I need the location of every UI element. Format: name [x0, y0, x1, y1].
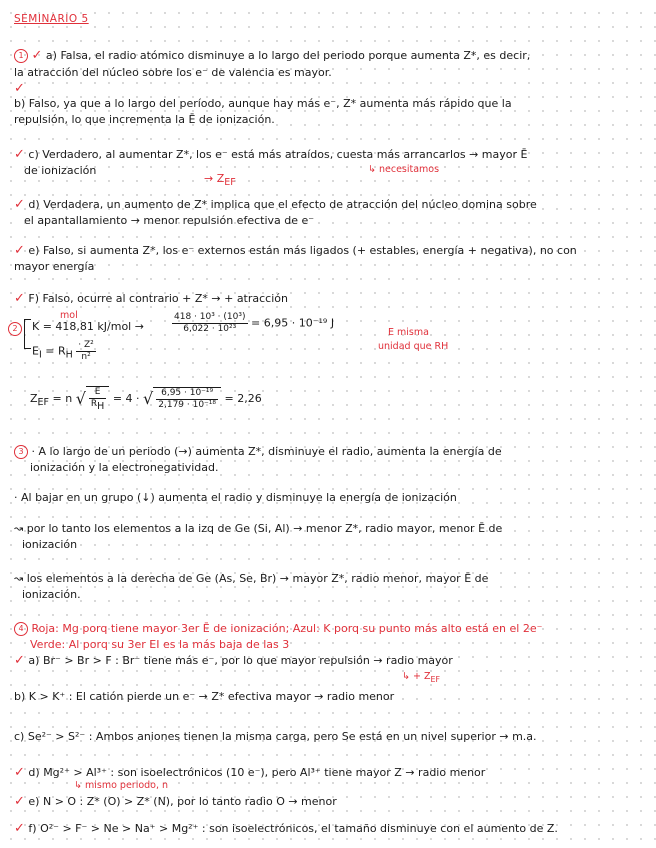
- q2-zef-frac-num: E: [89, 387, 106, 399]
- q4-b-text: K > K⁺ : El catión pierde un e⁻ → Z* efectiva mayor → radio menor: [28, 690, 395, 703]
- q2-ei-frac-num: · Z²: [78, 340, 94, 350]
- q2-zef-frac-den: R: [90, 399, 98, 409]
- q4-d-note: ↳ mismo periodo, n: [74, 780, 169, 791]
- red-checkmark-icon: ✓: [14, 147, 25, 162]
- q1-f-marker: F): [28, 292, 40, 305]
- q1-e-marker: e): [28, 244, 40, 257]
- q4-e-line: ✓ e) N > O : Z* (O) > Z* (N), por lo tanto radio O → menor: [14, 794, 337, 809]
- q2-k-line: K = 418,81 kJ/mol →: [32, 320, 144, 333]
- q3-p3b: ionización: [22, 538, 78, 551]
- q2-mw-note: mol: [60, 310, 78, 321]
- q4-f-text: O²⁻ > F⁻ > Ne > Na⁺ > Mg²⁺ : son isoelectrónicos, el tamaño disminuye con el aumento de Z.: [40, 822, 558, 835]
- q1-a-marker: a): [45, 49, 57, 62]
- q1-c-marker: c): [28, 148, 39, 161]
- q4-red-text-1: Roja: Mg porq tiene mayor 3er Ē de ionización; Azul: K porq su punto más alto está en el 2e⁻: [31, 622, 543, 635]
- q1-f-text: Falso, ocurre al contrario + Z* → + atracción: [42, 292, 288, 305]
- red-checkmark-icon: ✓: [31, 48, 43, 63]
- red-checkmark-icon: ✓: [14, 291, 25, 306]
- q2-k-frac-den: 6,022 · 10²³: [183, 324, 237, 334]
- q4-a-line: ✓ a) Br⁻ > Br > F : Br⁻ tiene más e⁻, por lo que mayor repulsión → radio mayor: [14, 653, 453, 668]
- q1-c-line: [14, 148, 527, 162]
- q2-ei-line: $E_I = R_H$ $\frac{\text{· Z²}}{\text{n²}}$: [32, 340, 94, 362]
- q1-c-note-necesitamos: ↳ necesitamos: [368, 164, 440, 175]
- q2-note-1: E misma: [388, 327, 429, 338]
- q1-a-text: Falsa, el radio atómico disminuye a lo largo del periodo porque aumenta Z*, es decir,: [60, 49, 531, 62]
- red-checkmark-icon: ✓: [14, 765, 25, 780]
- q2-brace: [24, 319, 31, 349]
- q1-e-line: [14, 244, 577, 258]
- q1-e-text-2: mayor energía: [14, 260, 95, 273]
- q3-p4b: ionización.: [22, 588, 81, 601]
- q1-b-line: [14, 97, 512, 111]
- q1-d-marker: d): [28, 198, 40, 211]
- q2-zef-result: = 2,26: [224, 391, 262, 405]
- q3-p2: · Al bajar en un grupo (↓) aumenta el radio y disminuye la energía de ionización: [14, 491, 457, 504]
- q1-a-text-2: la atracción del núcleo sobre los e⁻ de valencia es mayor.: [14, 66, 332, 79]
- question-number-1: 1: [14, 49, 28, 63]
- q2-k-result: = 6,95 · 10⁻¹⁹ J: [251, 316, 335, 330]
- question-number-4: 4: [14, 622, 28, 636]
- q2-note-2: unidad que RH: [378, 341, 449, 352]
- q1-b-text-2: repulsión, lo que incrementa la Ē de ionización.: [14, 113, 275, 126]
- q3-p1b: ionización y la electronegatividad.: [30, 461, 219, 474]
- q3-p3: ↝ por lo tanto los elementos a la izq de Ge (Si, Al) → menor Z*, radio mayor, menor Ē de: [14, 522, 503, 535]
- q4-a-text: Br⁻ > Br > F : Br⁻ tiene más e⁻, por lo que mayor repulsión → radio mayor: [42, 654, 453, 667]
- q2-zef-line: $Z_{EF} = n$ √ $\frac{E}{R_H}$ = 4 · √ $\frac{\text{6,95 · 10⁻¹⁹}}{\text{2,179 · 10⁻¹⁸}}$ = 2,26: [30, 387, 262, 412]
- question-number-3: 3: [14, 445, 28, 459]
- q4-c-text: Se²⁻ > S²⁻ : Ambos aniones tienen la misma carga, pero Se está en un nivel superior → m.a.: [27, 730, 537, 743]
- red-checkmark-icon: ✓: [14, 821, 25, 836]
- q4-f-line: ✓ f) O²⁻ > F⁻ > Ne > Na⁺ > Mg²⁺ : son isoelectrónicos, el tamaño disminuye con el aumento de Z.: [14, 821, 558, 836]
- question-number-2: 2: [8, 322, 22, 336]
- q1-b-text: Falso, ya que a lo largo del período, aunque hay más e⁻, Z* aumenta más rápido que la: [28, 97, 512, 110]
- q1-a-line: [14, 49, 530, 63]
- red-checkmark-icon: ✓: [14, 243, 25, 258]
- q4-b-line: b) K > K⁺ : El catión pierde un e⁻ → Z* efectiva mayor → radio menor: [14, 690, 395, 703]
- q2-k-fraction: [172, 312, 334, 335]
- red-checkmark-icon: ✓: [14, 81, 25, 96]
- red-checkmark-icon: ✓: [14, 653, 25, 668]
- q1-c-note-zef: → $Z_{EF}$: [204, 172, 236, 189]
- q3-p1: · A lo largo de un periodo (→) aumenta Z*, disminuye el radio, aumenta la energía de: [31, 445, 502, 458]
- q4-e-text: N > O : Z* (O) > Z* (N), por lo tanto radio O → menor: [42, 795, 337, 808]
- q1-e-text: Falso, si aumenta Z*, los e⁻ externos están más ligados (+ estables, energía + negativa), no con: [42, 244, 577, 257]
- q4-a-note: ↳ + $Z_{EF}$: [402, 671, 441, 684]
- q2-k-frac-num: 418 · 10³ · (10³): [174, 312, 246, 322]
- q1-f-line: [14, 292, 288, 306]
- page-title: SEMINARIO 5: [14, 13, 89, 25]
- q4-c-line: c) Se²⁻ > S²⁻ : Ambos aniones tienen la misma carga, pero Se está en un nivel superior → m.a.: [14, 730, 537, 743]
- red-checkmark-icon: ✓: [14, 197, 25, 212]
- q4-d-line: ✓ d) Mg²⁺ > Al³⁺ : son isoelectrónicos (10 e⁻), pero Al³⁺ tiene mayor Z → radio menor: [14, 765, 486, 780]
- q4-red-text-2: Verde: Al porq su 3er EI es la más baja de las 3: [30, 638, 290, 651]
- q1-c-text-2: de ionización: [24, 164, 97, 177]
- q3-p1-line: [14, 445, 502, 459]
- question-number-2-wrap: [8, 322, 22, 336]
- q3-p4: ↝ los elementos a la derecha de Ge (As, Se, Br) → mayor Z*, radio menor, mayor Ē de: [14, 572, 489, 585]
- q4-red-line-1: [14, 622, 542, 636]
- q2-zef-frac2-den: 2,179 · 10⁻¹⁸: [158, 399, 217, 410]
- q2-ei-frac-den: n²: [81, 352, 91, 362]
- q1-d-text: Verdadera, un aumento de Z* implica que el efecto de atracción del núcleo domina sobre: [43, 198, 537, 211]
- q4-d-text: Mg²⁺ > Al³⁺ : son isoelectrónicos (10 e⁻), pero Al³⁺ tiene mayor Z → radio menor: [43, 766, 486, 779]
- q1-d-line: [14, 198, 537, 212]
- q1-d-text-2: el apantallamiento → menor repulsión efectiva de e⁻: [24, 214, 315, 227]
- q1-c-text: Verdadero, al aumentar Z*, los e⁻ está más atraídos, cuesta más arrancarlos → mayor Ē: [42, 148, 528, 161]
- red-checkmark-icon: ✓: [14, 794, 25, 809]
- q2-zef-frac2-num: 6,95 · 10⁻¹⁹: [156, 388, 218, 400]
- q1-b-marker: b): [14, 97, 26, 110]
